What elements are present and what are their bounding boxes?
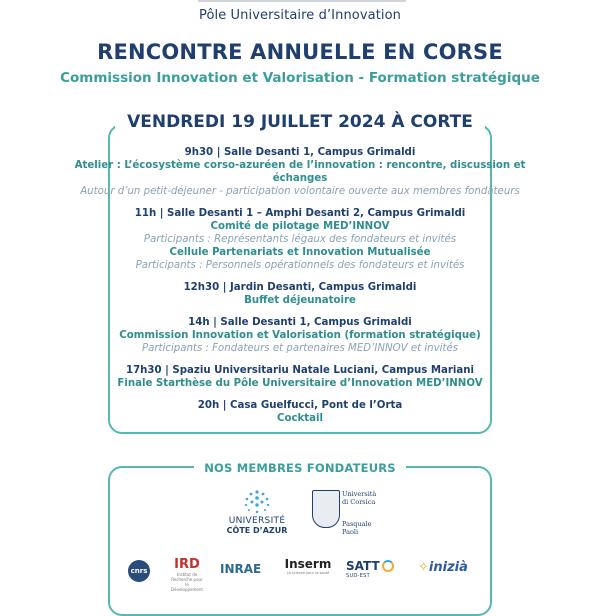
satt-sub: SUD-EST xyxy=(346,573,370,579)
agenda-item-note: Autour d’un petit-déjeuner - participation volontaire ouverte aux membres fondateurs xyxy=(80,186,520,197)
inrae-logo: INRAE xyxy=(220,562,262,576)
inserm-logo xyxy=(283,558,333,575)
inserm-mark: Inserm xyxy=(284,557,332,571)
agenda-item xyxy=(60,364,540,390)
agenda-item-title: Atelier : L’écosystème corso-azuréen de l’innovation : rencontre, discussion et échanges xyxy=(74,160,526,184)
satt-mark: SATT xyxy=(346,559,380,573)
udc-line2: Pasquale Paoli xyxy=(342,520,372,536)
inizia-mark: inizià xyxy=(428,560,468,575)
top-divider xyxy=(198,0,406,2)
uca-line2: CÔTE D’AZUR xyxy=(226,526,288,535)
crest-icon xyxy=(312,490,340,528)
agenda-item xyxy=(60,207,540,272)
agenda-item-note: Participants : Fondateurs et partenaires MED’INNOV et invités xyxy=(141,343,459,354)
agenda-item-heading: 17h30 | Spaziu Universitariu Natale Luciani, Campus Mariani xyxy=(125,365,475,376)
uca-dots-icon xyxy=(239,488,275,516)
satt-ring-icon xyxy=(382,560,394,572)
members-heading xyxy=(0,457,600,476)
page-title: RENCONTRE ANNUELLE EN CORSE xyxy=(97,40,503,64)
udc-line1: Università di Corsica xyxy=(342,490,377,506)
agenda-item xyxy=(60,399,540,425)
agenda-item-title: Commission Innovation et Valorisation (formation stratégique) xyxy=(119,330,481,341)
cnrs-logo: cnrs xyxy=(128,560,150,582)
agenda-item-heading: 14h | Salle Desanti 1, Campus Grimaldi xyxy=(188,317,412,328)
page-subtitle: Commission Innovation et Valorisation - Formation stratégique xyxy=(60,70,540,86)
agenda-item-note: Participants : Personnels opérationnels des fondateurs et invités xyxy=(135,260,465,271)
agenda-item-title: Finale Starthèse du Pôle Universitaire d’Innovation MED’INNOV xyxy=(117,378,483,389)
org-name: Pôle Universitaire d’Innovation xyxy=(198,8,402,23)
agenda-item xyxy=(60,281,540,307)
spark-icon: ✧ xyxy=(418,560,429,575)
members-heading-label: NOS MEMBRES FONDATEURS xyxy=(194,461,406,475)
agenda-item xyxy=(60,316,540,355)
agenda-item-title: Comité de pilotage MED’INNOV xyxy=(210,221,390,232)
agenda-item-title: Buffet déjeunatoire xyxy=(244,295,356,306)
uca-line1: UNIVERSITÉ xyxy=(228,516,286,526)
ird-mark: IRD xyxy=(174,557,200,572)
event-date-label: VENDREDI 19 JUILLET 2024 À CORTE xyxy=(115,112,485,132)
agenda xyxy=(60,146,540,434)
ird-logo xyxy=(170,558,204,592)
agenda-item-title: Cocktail xyxy=(276,413,324,424)
event-date xyxy=(0,112,600,132)
agenda-item-heading: 9h30 | Salle Desanti 1, Campus Grimaldi xyxy=(184,147,416,158)
agenda-item-note: Participants : Représentants légaux des fondateurs et invités xyxy=(143,234,457,245)
inserm-sub: La science pour la santé xyxy=(286,571,330,575)
members-frame xyxy=(108,466,492,616)
agenda-item-heading: 12h30 | Jardin Desanti, Campus Grimaldi xyxy=(183,282,417,293)
agenda-item-title: Cellule Partenariats et Innovation Mutualisée xyxy=(169,247,431,258)
ird-sub: Institut de Recherche pour le Développement xyxy=(171,572,203,592)
universita-di-corsica-logo xyxy=(310,486,382,546)
inizia-logo xyxy=(418,560,468,575)
agenda-item-heading: 20h | Casa Guelfucci, Pont de l’Orta xyxy=(197,400,403,411)
agenda-item-heading: 11h | Salle Desanti 1 – Amphi Desanti 2, Campus Grimaldi xyxy=(134,208,466,219)
universite-cote-dazur-logo xyxy=(222,488,292,544)
agenda-item xyxy=(60,146,540,198)
satt-logo xyxy=(346,560,406,579)
